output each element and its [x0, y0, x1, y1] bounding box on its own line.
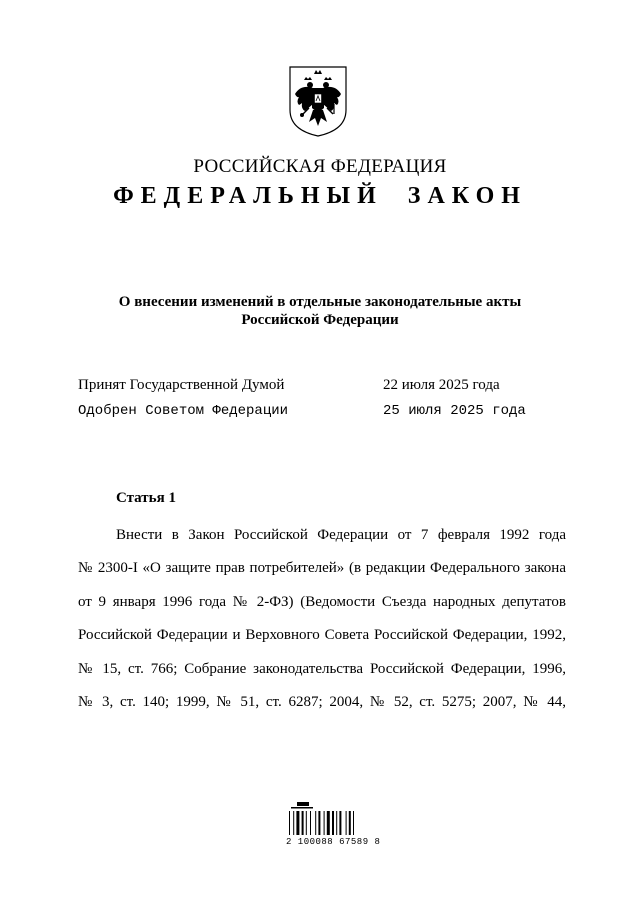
article-text-line: № 15, ст. 766; Собрание законодательства Российской Федерации, 1996,	[78, 661, 566, 677]
article-text-line: от 9 января 1996 года № 2-ФЗ) (Ведомости Съезда народных депутатов	[78, 594, 566, 610]
barcode-icon	[285, 802, 375, 838]
country-name: РОССИЙСКАЯ ФЕДЕРАЦИЯ	[193, 156, 447, 177]
barcode	[285, 802, 375, 862]
adoption-label: Принят Государственной Думой	[78, 377, 285, 393]
adoption-date: 25 июля 2025 года	[383, 403, 526, 419]
article-text-line: № 2300-I «О защите прав потребителей» (в редакции Федерального закона	[78, 560, 566, 576]
adoption-date: 22 июля 2025 года	[383, 377, 500, 393]
barcode-number: 2 100088 67589 8	[286, 837, 381, 847]
article-text-line: № 3, ст. 140; 1999, № 51, ст. 6287; 2004, № 52, ст. 5275; 2007, № 44,	[78, 694, 566, 710]
article-heading: Статья 1	[116, 490, 176, 506]
coat-of-arms-emblem	[287, 64, 349, 138]
adoption-label: Одобрен Советом Федерации	[78, 403, 289, 419]
coat-of-arms-icon	[287, 64, 349, 138]
article-text-line: Российской Федерации и Верховного Совета Российской Федерации, 1992,	[78, 627, 566, 643]
article-text-line: Внести в Закон Российской Федерации от 7 февраля 1992 года	[116, 527, 566, 543]
document-type: ФЕДЕРАЛЬНЫЙ ЗАКОН	[113, 183, 527, 209]
law-title-line-1: О внесении изменений в отдельные законодательные акты	[118, 294, 522, 310]
law-title-line-2: Российской Федерации	[241, 312, 399, 328]
